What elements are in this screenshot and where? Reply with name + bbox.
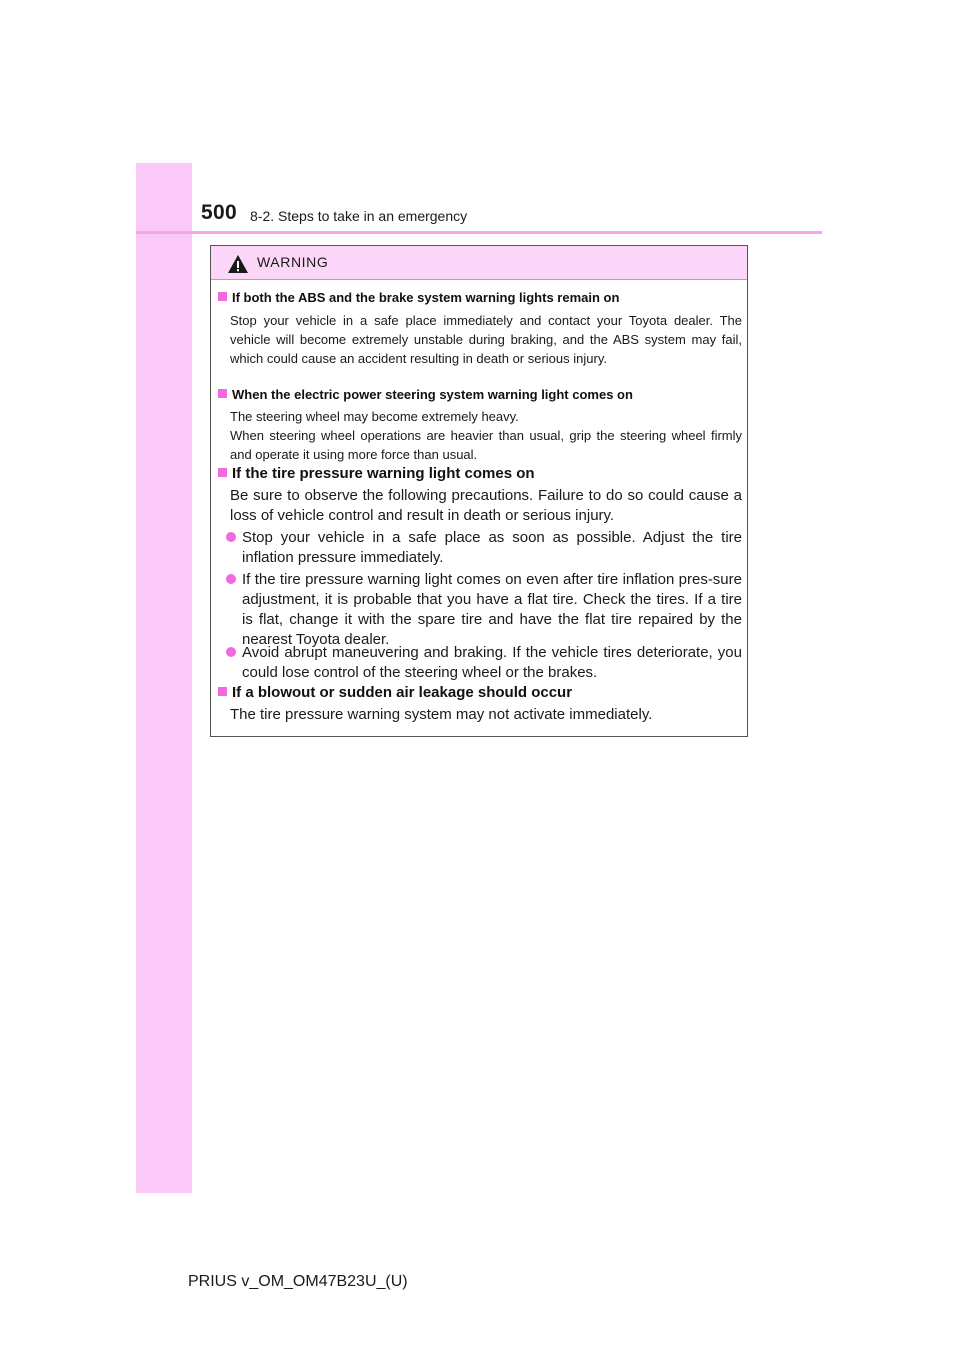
round-bullet-icon xyxy=(226,647,236,657)
item-heading: When the electric power steering system warning light comes on xyxy=(218,387,633,402)
warning-header xyxy=(211,246,747,280)
square-bullet-icon xyxy=(218,687,227,696)
warning-box xyxy=(210,245,748,737)
round-bullet-icon xyxy=(226,574,236,584)
list-item: Avoid abrupt maneuvering and braking. If the vehicle tires deteriorate, you could lose control of the steering wheel or the brakes. xyxy=(225,643,742,683)
side-tab xyxy=(136,163,192,1193)
square-bullet-icon xyxy=(218,468,227,477)
item-heading: If the tire pressure warning light comes on xyxy=(218,465,535,482)
warning-triangle-icon xyxy=(227,254,249,274)
list-item: Stop your vehicle in a safe place as soon as possible. Adjust the tire inflation pressure immediately. xyxy=(225,528,742,568)
footer-doc-id: PRIUS v_OM_OM47B23U_(U) xyxy=(188,1273,408,1290)
item-heading: If both the ABS and the brake system warning lights remain on xyxy=(218,290,619,305)
section-title: 8-2. Steps to take in an emergency xyxy=(250,208,468,224)
item-body: When steering wheel operations are heavier than usual, grip the steering wheel firmly and operate it using more force than usual. xyxy=(230,428,742,462)
warning-label: WARNING xyxy=(257,254,329,270)
item-heading: If a blowout or sudden air leakage should occur xyxy=(218,684,572,701)
item-body: Stop your vehicle in a safe place immediately and contact your Toyota dealer. The vehicle will become extremely unstable during braking, and the ABS system may fail, which could cause an accident resulting in death or serious injury. xyxy=(230,313,742,366)
item-body: The tire pressure warning system may not activate immediately. xyxy=(230,706,653,723)
list-item: If the tire pressure warning light comes on even after tire inflation pres-sure adjustment, it is probable that you have a flat tire. Check the tires. If a tire is flat, change it with the spare tire and have the flat tire repaired by the nearest Toyota dealer. xyxy=(225,570,742,650)
round-bullet-icon xyxy=(226,532,236,542)
square-bullet-icon xyxy=(218,389,227,398)
square-bullet-icon xyxy=(218,292,227,301)
item-body: The steering wheel may become extremely heavy. xyxy=(230,409,519,424)
page-number: 500 xyxy=(201,201,237,224)
item-body: Be sure to observe the following precautions. Failure to do so could cause a loss of vehicle control and result in death or serious injury. xyxy=(230,487,742,524)
header-rule xyxy=(136,231,822,234)
